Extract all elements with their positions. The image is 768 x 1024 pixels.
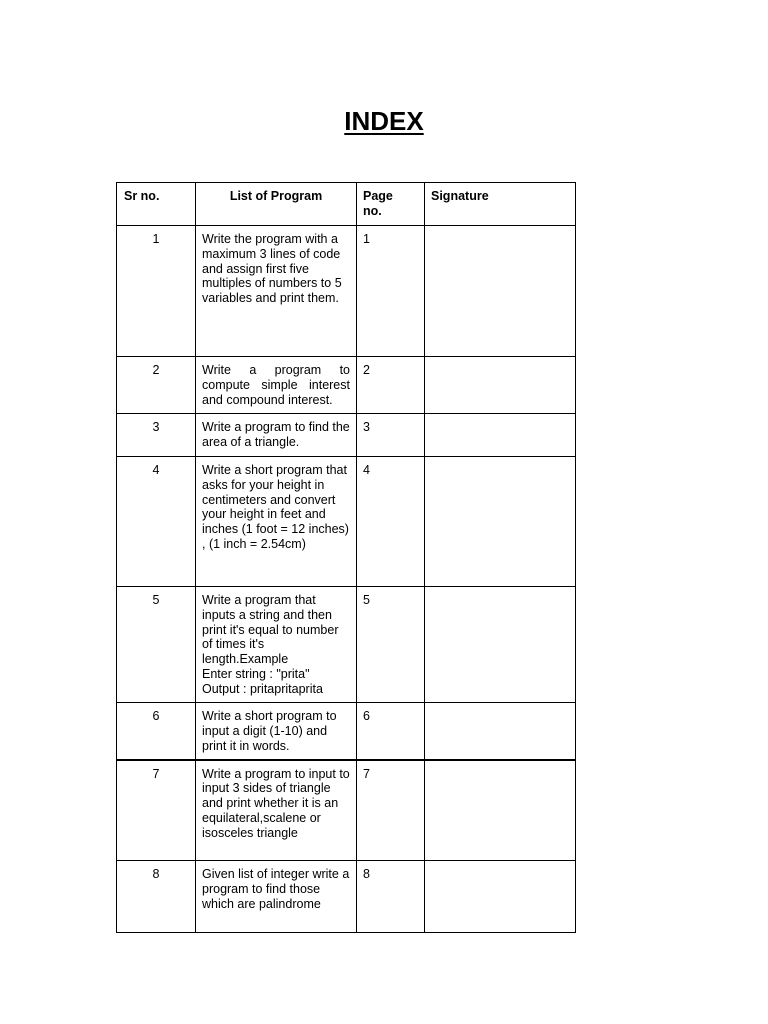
header-list-of-program: List of Program: [196, 183, 357, 226]
signature-cell: [425, 226, 576, 357]
table-row: [117, 357, 576, 414]
header-signature: Signature: [425, 183, 576, 226]
page-no-cell: 4: [357, 457, 425, 587]
sr-no-cell: 2: [117, 357, 196, 414]
table-row: [117, 760, 576, 861]
table-row: [117, 226, 576, 357]
sr-no-cell: 7: [117, 760, 196, 861]
sr-no-cell: 3: [117, 414, 196, 457]
sr-no-cell: 1: [117, 226, 196, 357]
header-sr-no: Sr no.: [117, 183, 196, 226]
signature-cell: [425, 457, 576, 587]
table-header-row: [117, 183, 576, 226]
signature-cell: [425, 703, 576, 760]
program-cell: Write a program that inputs a string and then print it's equal to number of times it's length.Example Enter string : "prita" Output : pritapritaprita: [196, 587, 357, 703]
program-cell: Write a program to compute simple interest and compound interest.: [196, 357, 357, 414]
table-row: [117, 587, 576, 703]
table-row: [117, 457, 576, 587]
page-no-cell: 6: [357, 703, 425, 760]
page-no-cell: 1: [357, 226, 425, 357]
table-row: [117, 414, 576, 457]
table-row: [117, 861, 576, 933]
page-title: INDEX: [344, 106, 424, 136]
page-no-cell: 3: [357, 414, 425, 457]
sr-no-cell: 6: [117, 703, 196, 760]
signature-cell: [425, 760, 576, 861]
signature-cell: [425, 861, 576, 933]
page-no-cell: 7: [357, 760, 425, 861]
sr-no-cell: 5: [117, 587, 196, 703]
program-cell: Write a program to input to input 3 sides of triangle and print whether it is an equilateral,scalene or isosceles triangle: [196, 760, 357, 861]
program-cell: Write a program to find the area of a triangle.: [196, 414, 357, 457]
signature-cell: [425, 587, 576, 703]
program-cell: Write a short program that asks for your height in centimeters and convert your height in feet and inches (1 foot = 12 inches) , (1 inch = 2.54cm): [196, 457, 357, 587]
program-cell: Write a short program to input a digit (1-10) and print it in words.: [196, 703, 357, 760]
header-page-no: Page no.: [357, 183, 425, 226]
page-no-cell: 5: [357, 587, 425, 703]
sr-no-cell: 8: [117, 861, 196, 933]
signature-cell: [425, 414, 576, 457]
sr-no-cell: 4: [117, 457, 196, 587]
page-no-cell: 2: [357, 357, 425, 414]
index-table: [116, 182, 576, 933]
table-row: [117, 703, 576, 760]
page-no-cell: 8: [357, 861, 425, 933]
program-cell: Given list of integer write a program to find those which are palindrome: [196, 861, 357, 933]
signature-cell: [425, 357, 576, 414]
program-cell: Write the program with a maximum 3 lines of code and assign first five multiples of numbers to 5 variables and print them.: [196, 226, 357, 357]
